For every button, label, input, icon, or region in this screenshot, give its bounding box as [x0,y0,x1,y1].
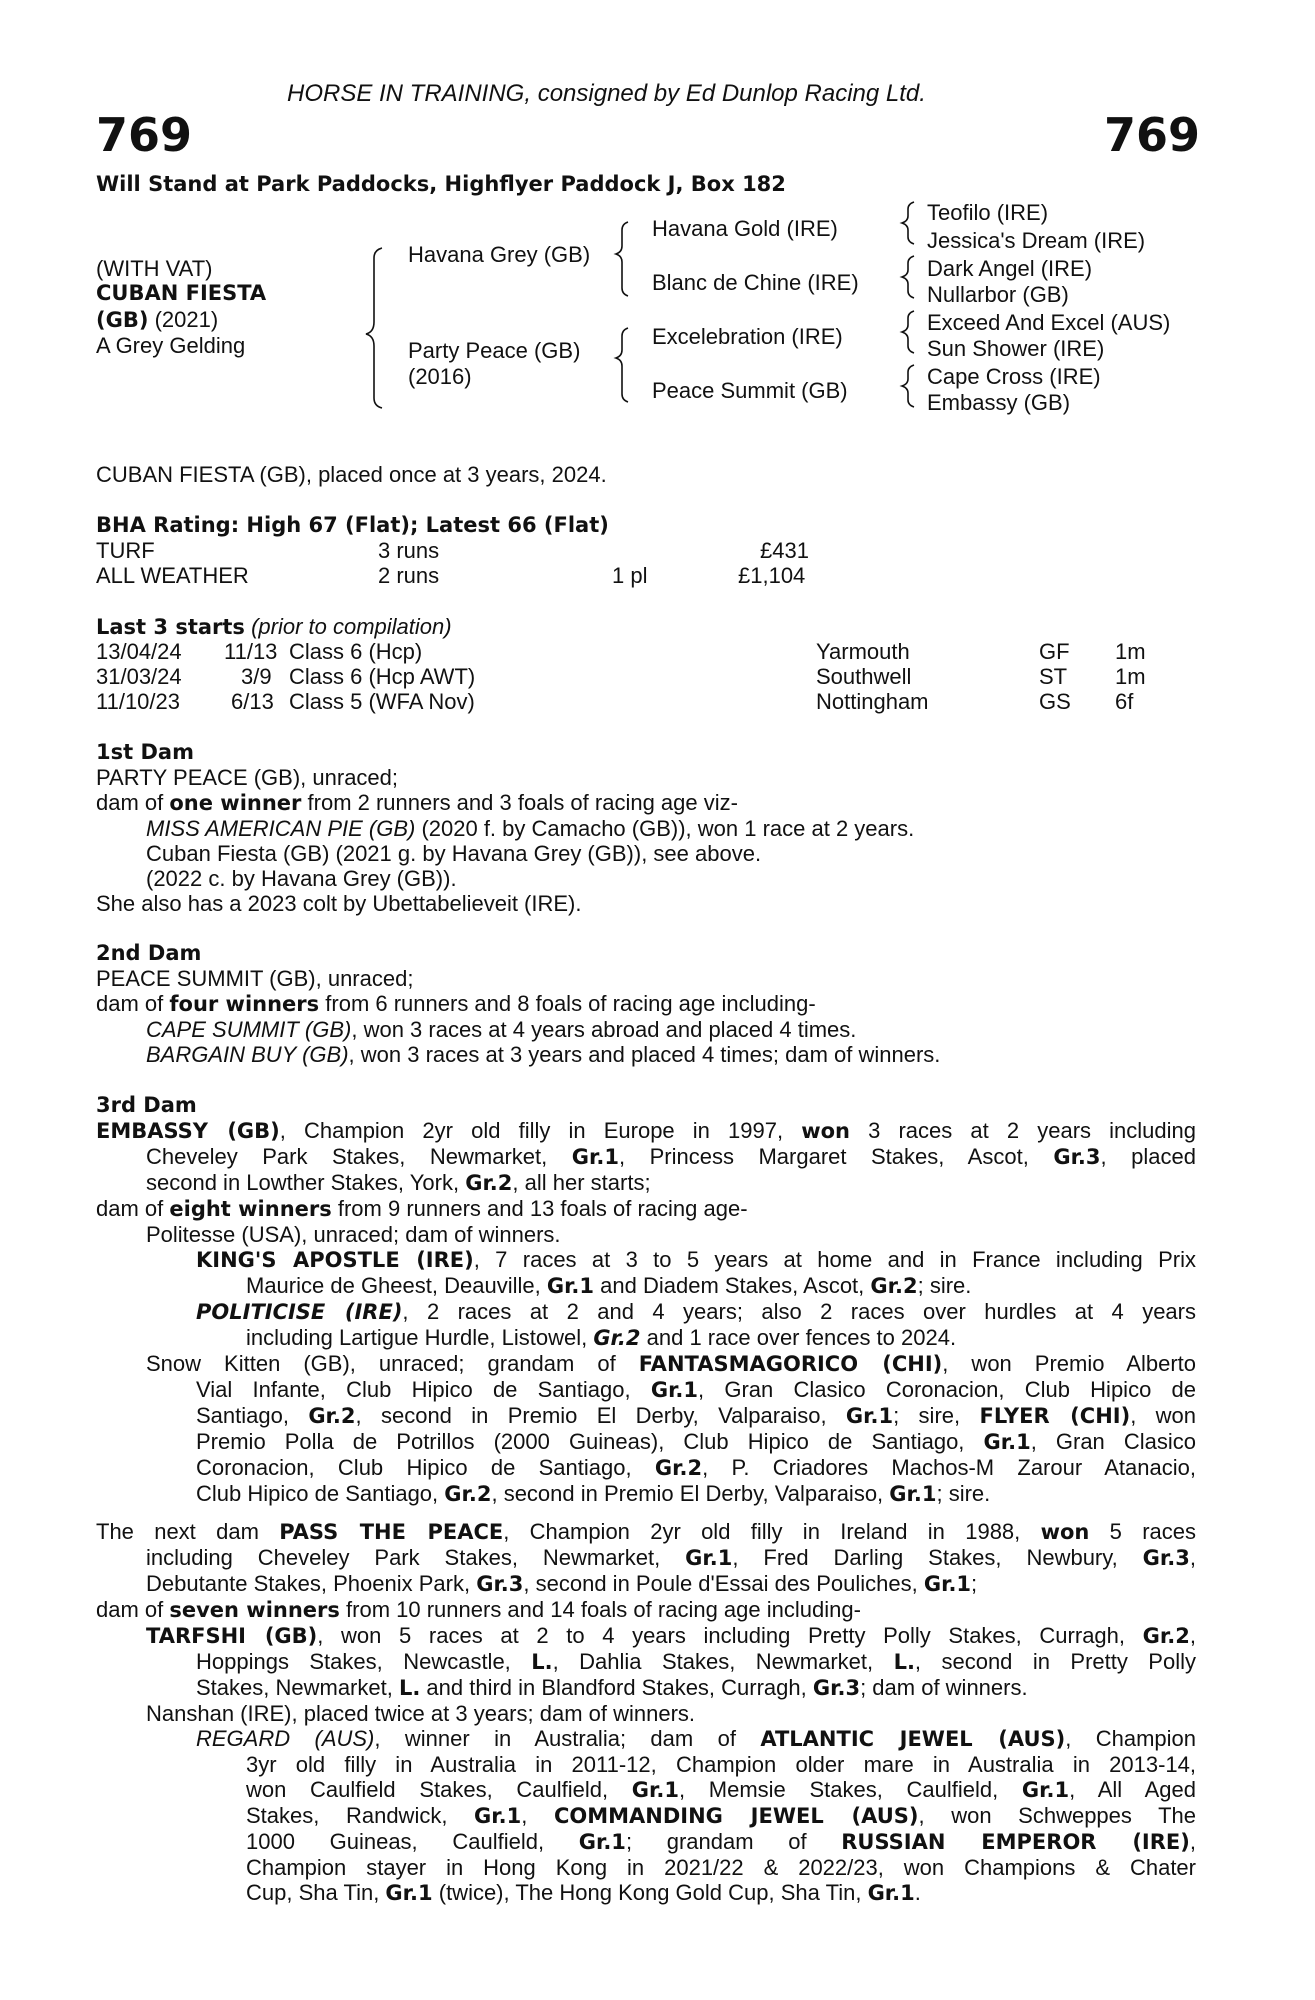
produce-record: CAPE SUMMIT (GB), won 3 races at 4 years abroad and placed 4 times. [146,1017,857,1042]
stabling-line: Will Stand at Park Paddocks, Highflyer Paddock J, Box 182 [96,172,786,196]
produce-record: Snow Kitten (GB), unraced; grandam of FANTASMAGORICO (CHI), won Premio Alberto [146,1351,1196,1376]
produce-record: 1000 Guineas, Caulfield, Gr.1; grandam of RUSSIAN EMPEROR (IRE), [246,1829,1196,1854]
produce-record: won Caulfield Stakes, Caulfield, Gr.1, Memsie Stakes, Caulfield, Gr.1, All Aged [246,1777,1196,1802]
pedigree-sdd: Nullarbor (GB) [927,282,1069,307]
consignor-line: HORSE IN TRAINING, consigned by Ed Dunlop Racing Ltd. [287,80,926,107]
produce-record: TARFSHI (GB), won 5 races at 2 to 4 years including Pretty Polly Stakes, Curragh, Gr.2, [146,1623,1196,1648]
horse-name: CUBAN FIESTA [96,281,267,305]
last-starts-heading: Last 3 starts (prior to compilation) [96,614,452,639]
produce-record: BARGAIN BUY (GB), won 3 races at 3 years and placed 4 times; dam of winners. [146,1042,941,1067]
produce-record: Stakes, Newmarket, L. and third in Blandford Stakes, Curragh, Gr.3; dam of winners. [196,1675,1028,1700]
pedigree-ddd: Embassy (GB) [927,390,1071,415]
start-race: Class 5 (WFA Nov) [289,689,475,714]
third-dam-line: EMBASSY (GB), Champion 2yr old filly in Europe in 1997, won 3 races at 2 years including [96,1118,1196,1143]
vat-note: (WITH VAT) [96,256,213,281]
pedigree-sds: Dark Angel (IRE) [927,256,1093,281]
start-position: 3/9 [241,664,272,689]
start-going: GS [1039,689,1071,714]
produce-record: Coronacion, Club Hipico de Santiago, Gr.2, P. Criadores Machos-M Zarour Atanacio, [196,1455,1196,1480]
race-summary: CUBAN FIESTA (GB), placed once at 3 years, 2024. [96,462,607,487]
produce-record: Nanshan (IRE), placed twice at 3 years; dam of winners. [146,1701,696,1726]
pedigree-sire-sire: Havana Gold (IRE) [652,216,838,241]
produce-record: including Lartigue Hurdle, Listowel, Gr.2 and 1 race over fences to 2024. [246,1325,957,1350]
first-dam-line: She also has a 2023 colt by Ubettabelieveit (IRE). [96,891,582,916]
pedigree-dds: Cape Cross (IRE) [927,364,1101,389]
second-dam-line: dam of four winners from 6 runners and 8 foals of racing age including- [96,991,816,1016]
first-dam-heading: 1st Dam [96,740,194,764]
pedigree-sire-dam: Blanc de Chine (IRE) [652,270,859,295]
produce-record: 3yr old filly in Australia in 2011-12, Champion older mare in Australia in 2013-14, [246,1752,1196,1777]
produce-record: REGARD (AUS), winner in Australia; dam of ATLANTIC JEWEL (AUS), Champion [196,1726,1197,1751]
pedigree-dam: Party Peace (GB) [408,338,581,363]
start-position: 11/13 [224,639,278,664]
third-dam-line: Cheveley Park Stakes, Newmarket, Gr.1, Princess Margaret Stakes, Ascot, Gr.3, placed [146,1144,1196,1169]
pedigree-dss: Exceed And Excel (AUS) [927,310,1171,335]
second-dam-line: PEACE SUMMIT (GB), unraced; [96,966,414,991]
produce-record: Hoppings Stakes, Newcastle, L., Dahlia Stakes, Newmarket, L., second in Pretty Polly [196,1649,1196,1674]
start-date: 31/03/24 [96,664,182,689]
first-dam-line: dam of one winner from 2 runners and 3 foals of racing age viz- [96,790,738,815]
pedigree-sss: Teofilo (IRE) [927,200,1049,225]
produce-record: Vial Infante, Club Hipico de Santiago, Gr.1, Gran Clasico Coronacion, Club Hipico de [196,1377,1196,1402]
produce-record: Stakes, Randwick, Gr.1, COMMANDING JEWEL (AUS), won Schweppes The [246,1803,1197,1828]
bha-rating: BHA Rating: High 67 (Flat); Latest 66 (Flat) [96,513,609,537]
pedigree-dsd: Sun Shower (IRE) [927,336,1105,361]
next-dam-line: dam of seven winners from 10 runners and 14 foals of racing age including- [96,1597,861,1622]
rating-turf-surface: TURF [96,538,155,563]
third-dam-heading: 3rd Dam [96,1093,197,1117]
rating-aw-runs: 2 runs [378,563,440,588]
start-going: GF [1039,639,1070,664]
start-course: Yarmouth [816,639,910,664]
produce-record: (2022 c. by Havana Grey (GB)). [146,866,457,891]
horse-description: A Grey Gelding [96,333,246,358]
pedigree-dam-sire: Excelebration (IRE) [652,324,843,349]
produce-record: Santiago, Gr.2, second in Premio El Derby, Valparaiso, Gr.1; sire, FLYER (CHI), won [196,1403,1196,1428]
produce-record: POLITICISE (IRE), 2 races at 2 and 4 years; also 2 races over hurdles at 4 years [196,1299,1196,1324]
third-dam-line: dam of eight winners from 9 runners and 13 foals of racing age- [96,1196,748,1221]
next-dam-line: Debutante Stakes, Phoenix Park, Gr.3, second in Poule d'Essai des Pouliches, Gr.1; [146,1571,978,1596]
next-dam-line: The next dam PASS THE PEACE, Champion 2yr old filly in Ireland in 1988, won 5 races [96,1519,1196,1544]
start-distance: 1m [1115,639,1146,664]
start-distance: 1m [1115,664,1146,689]
next-dam-line: including Cheveley Park Stakes, Newmarket, Gr.1, Fred Darling Stakes, Newbury, Gr.3, [146,1545,1196,1570]
produce-record: Maurice de Gheest, Deauville, Gr.1 and Diadem Stakes, Ascot, Gr.2; sire. [246,1273,972,1298]
start-race: Class 6 (Hcp) [289,639,423,664]
pedigree-brackets [0,0,1315,420]
start-position: 6/13 [231,689,274,714]
rating-turf-earnings: £431 [760,538,809,563]
first-dam-section [96,740,1196,916]
produce-record: Politesse (USA), unraced; dam of winners. [146,1222,561,1247]
produce-record: Club Hipico de Santiago, Gr.2, second in Premio El Derby, Valparaiso, Gr.1; sire. [196,1481,991,1506]
pedigree-dam-dam: Peace Summit (GB) [652,378,848,403]
second-dam-heading: 2nd Dam [96,941,202,965]
second-dam-section [96,941,1196,1067]
start-distance: 6f [1115,689,1134,714]
pedigree-ssd: Jessica's Dream (IRE) [927,228,1146,253]
start-going: ST [1039,664,1068,689]
rating-aw-placed: 1 pl [612,563,648,588]
produce-record: MISS AMERICAN PIE (GB) (2020 f. by Camacho (GB)), won 1 race at 2 years. [146,816,915,841]
start-course: Nottingham [816,689,929,714]
rating-aw-earnings: £1,104 [738,563,806,588]
first-dam-line: PARTY PEACE (GB), unraced; [96,765,399,790]
lot-number-left: 769 [96,108,193,162]
start-race: Class 6 (Hcp AWT) [289,664,476,689]
lot-number-right: 769 [1103,108,1200,162]
produce-record: Cuban Fiesta (GB) (2021 g. by Havana Grey (GB)), see above. [146,841,762,866]
start-date: 13/04/24 [96,639,182,664]
start-date: 11/10/23 [96,689,181,714]
pedigree-sire: Havana Grey (GB) [408,242,591,267]
horse-country-year: (GB) (2021) [96,307,219,332]
third-dam-section [96,1093,1196,1507]
rating-turf-runs: 3 runs [378,538,440,563]
next-dam-section [96,1519,1196,1906]
rating-aw-surface: ALL WEATHER [96,563,249,588]
start-course: Southwell [816,664,912,689]
produce-record: Champion stayer in Hong Kong in 2021/22 & 2022/23, won Champions & Chater [246,1855,1196,1880]
produce-record: KING'S APOSTLE (IRE), 7 races at 3 to 5 years at home and in France including Prix [196,1247,1196,1272]
produce-record: Cup, Sha Tin, Gr.1 (twice), The Hong Kong Gold Cup, Sha Tin, Gr.1. [246,1880,921,1905]
third-dam-line: second in Lowther Stakes, York, Gr.2, all her starts; [146,1170,651,1195]
produce-record: Premio Polla de Potrillos (2000 Guineas), Club Hipico de Santiago, Gr.1, Gran Clasico [196,1429,1196,1454]
pedigree-dam-year: (2016) [408,364,472,389]
